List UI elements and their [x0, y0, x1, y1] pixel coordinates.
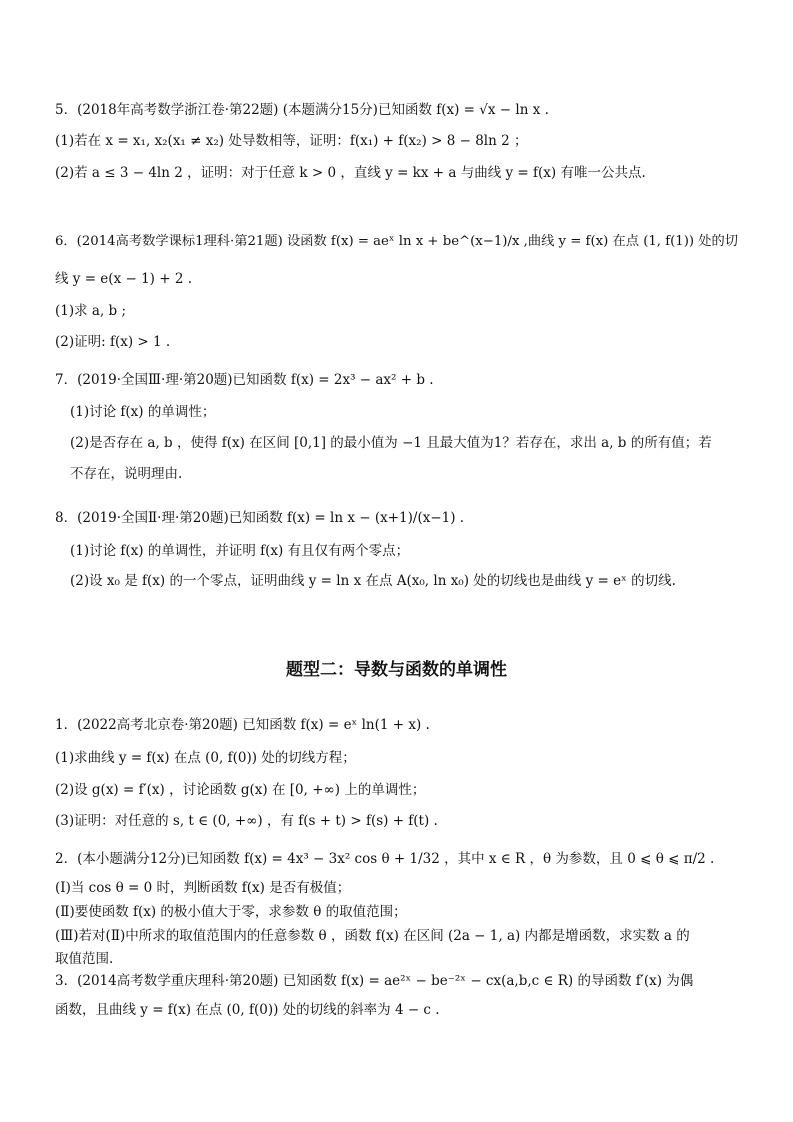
problem-8-stem: 8．(2019·全国Ⅱ·理·第20题)已知函数 f(x) = ln x − (x+1)/(x−1) . [55, 510, 465, 526]
problem-5-part-2: (2)若 a ≤ 3 − 4ln 2 ，证明：对于任意 k > 0 ，直线 y = kx + a 与曲线 y = f(x) 有唯一公共点. [55, 165, 646, 181]
question-1-stem: 1．(2022高考北京卷·第20题) 已知函数 f(x) = eˣ ln(1 + x) . [55, 717, 430, 733]
problem-6-stem: 6．(2014高考数学课标1理科·第21题) 设函数 f(x) = aeˣ ln x + be^(x−1)/x ,曲线 y = f(x) 在点 (1, f(1)) 处的切 [55, 234, 739, 249]
problem-5-part-1: (1)若在 x = x₁, x₂(x₁ ≠ x₂) 处导数相等，证明：f(x₁) + f(x₂) > 8 − 8ln 2 ； [55, 133, 528, 149]
problem-7-stem: 7．(2019·全国Ⅲ·理·第20题)已知函数 f(x) = 2x³ − ax² + b . [55, 372, 434, 388]
question-2-part-3: (Ⅲ)若对(Ⅱ)中所求的取值范围内的任意参数 θ ，函数 f(x) 在区间 (2a − 1, a) 内都是增函数，求实数 a 的 [55, 928, 690, 944]
problem-7-part-2: (2)是否存在 a, b ，使得 f(x) 在区间 [0,1] 的最小值为 −1 且最大值为1？若存在，求出 a, b 的所有值；若 [70, 435, 712, 451]
question-1-part-2: (2)设 g(x) = f′(x) ，讨论函数 g(x) 在 [0, +∞) 上的单调性； [55, 782, 426, 798]
question-2-stem: 2．(本小题满分12分)已知函数 f(x) = 4x³ − 3x² cos θ + 1/32 ，其中 x ∈ R ，θ 为参数，且 0 ⩽ θ ⩽ π/2 . [55, 851, 715, 867]
problem-8-part-1: (1)讨论 f(x) 的单调性，并证明 f(x) 有且仅有两个零点； [70, 543, 410, 559]
question-2-part-2: (Ⅱ)要使函数 f(x) 的极小值大于零，求参数 θ 的取值范围； [55, 904, 407, 920]
problem-6-stem-cont: 线 y = e(x − 1) + 2 . [55, 271, 192, 287]
problem-7-part-1: (1)讨论 f(x) 的单调性； [70, 404, 216, 420]
problem-5-stem: 5．(2018年高考数学浙江卷·第22题) (本题满分15分)已知函数 f(x) = √x − ln x . [55, 102, 549, 118]
question-1-part-3: (3)证明：对任意的 s, t ∈ (0, +∞) ，有 f(s + t) > f(s) + f(t) . [55, 813, 438, 829]
problem-8-part-2: (2)设 x₀ 是 f(x) 的一个零点，证明曲线 y = ln x 在点 A(x₀, ln x₀) 处的切线也是曲线 y = eˣ 的切线. [70, 573, 676, 589]
problem-6-part-1: (1)求 a, b ; [55, 303, 127, 319]
question-3-stem-cont: 函数，且曲线 y = f(x) 在点 (0, f(0)) 处的切线的斜率为 4 − c . [55, 1002, 440, 1018]
question-1-part-1: (1)求曲线 y = f(x) 在点 (0, f(0)) 处的切线方程； [55, 750, 356, 766]
section-title: 题型二：导数与函数的单调性 [286, 660, 507, 680]
problem-6-part-2: (2)证明: f(x) > 1 . [55, 334, 171, 350]
question-2-part-1: (Ⅰ)当 cos θ = 0 时，判断函数 f(x) 是否有极值； [55, 880, 351, 896]
question-2-part-3-cont: 取值范围. [55, 951, 114, 967]
problem-7-part-2-cont: 不存在，说明理由. [70, 466, 183, 482]
question-3-stem: 3．(2014高考数学重庆理科·第20题) 已知函数 f(x) = ae²ˣ − be⁻²ˣ − cx(a,b,c ∈ R) 的导函数 f′(x) 为偶 [55, 973, 694, 989]
